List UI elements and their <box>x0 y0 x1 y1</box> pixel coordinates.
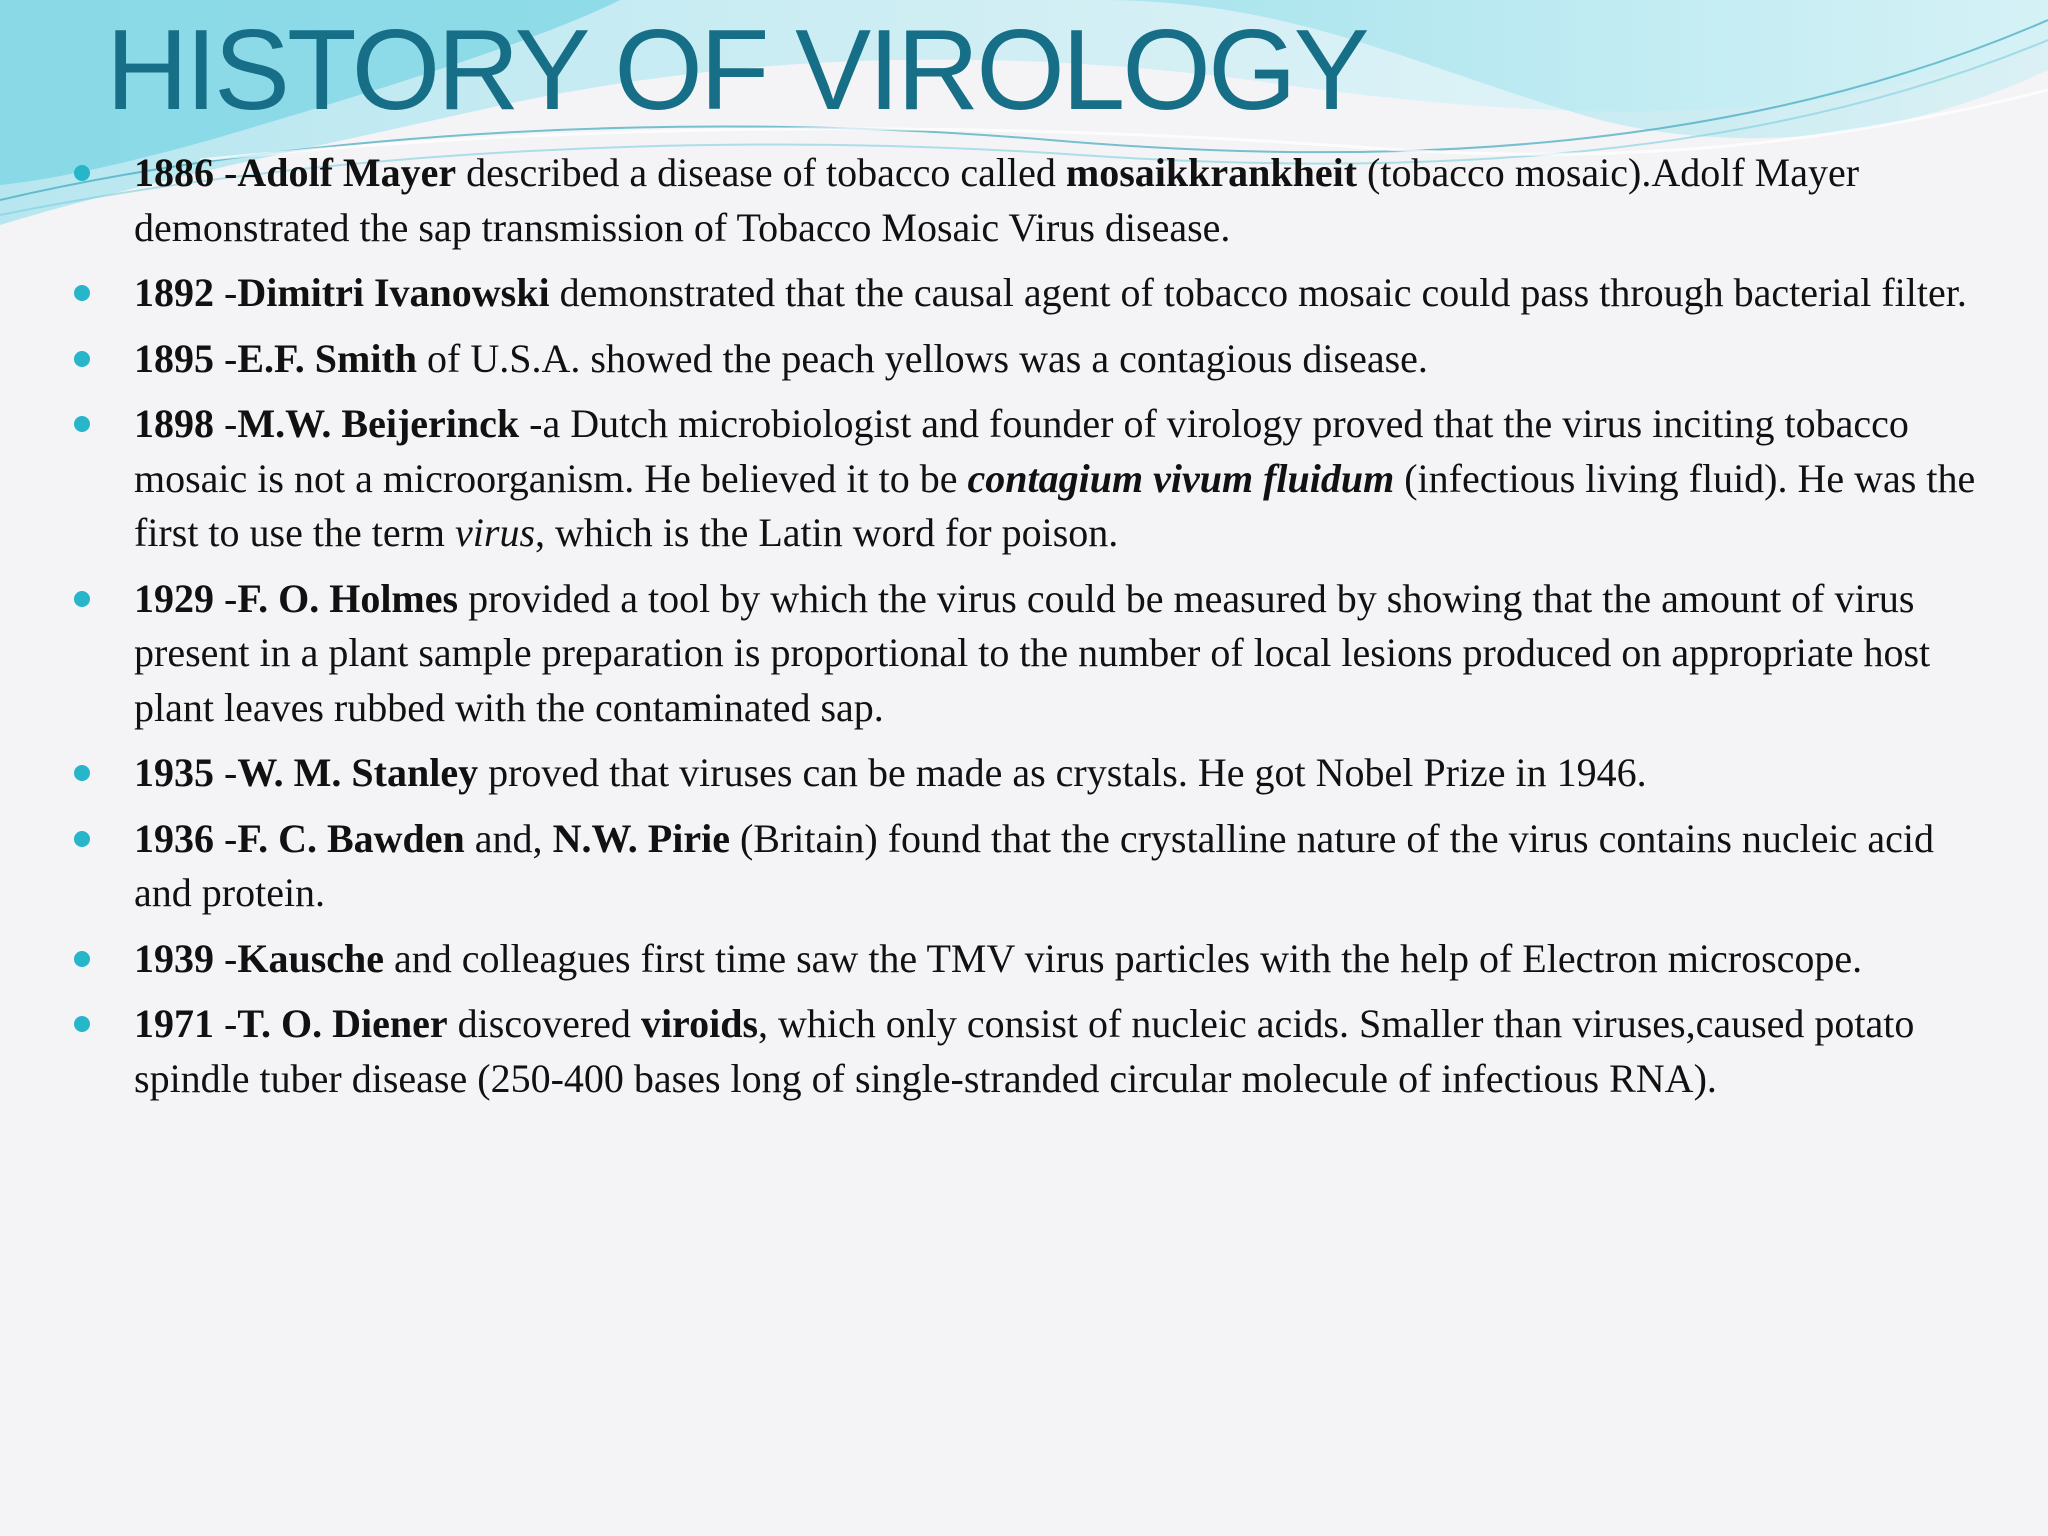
bullet-dot-icon <box>74 591 90 607</box>
description: (tobacco mosaic).Adolf Mayer demonstrated the sap transmission of Tobacco Mosaic Virus disease. <box>134 150 1860 250</box>
key-term: viroids <box>640 1001 759 1046</box>
bullet-item-1892 <box>70 266 1990 321</box>
bullet-item-1971 <box>70 997 1990 1106</box>
bullet-list <box>70 146 1990 1117</box>
separator: - <box>214 935 238 981</box>
description: , which only consist of nucleic acids. Smaller than viruses,caused potato spindle tuber disease (250-400 bases long of single-stranded circular molecule of infectious RNA). <box>134 1001 1915 1101</box>
scientist-name: Dimitri Ivanowski <box>237 270 550 315</box>
bullet-dot-icon <box>74 831 90 847</box>
bullet-item-1929 <box>70 572 1990 736</box>
description: proved that viruses can be made as crystals. He got Nobel Prize in 1946. <box>478 750 1647 795</box>
scientist-name: F. C. Bawden <box>237 815 465 861</box>
bullet-item-1886 <box>70 146 1990 255</box>
key-term-italic: contagium vivum fluidum <box>967 455 1395 501</box>
description: (Britain) found that the crystalline nature of the virus contains nucleic acid and protein. <box>134 815 1934 915</box>
separator: - <box>214 575 238 621</box>
bullet-dot-icon <box>74 351 90 367</box>
year: 1939 <box>134 935 214 981</box>
bullet-item-1898 <box>70 397 1990 561</box>
key-term: mosaikkrankheit <box>1065 150 1358 195</box>
description: (infectious living fluid). He was the first to use the term <box>134 455 1976 555</box>
bullet-dot-icon <box>74 765 90 781</box>
bullet-dot-icon <box>74 416 90 432</box>
separator: - <box>214 401 238 446</box>
separator: - <box>214 750 238 795</box>
year: 1895 <box>134 335 214 381</box>
year: 1936 <box>134 815 214 861</box>
bullet-item-1895 <box>70 332 1990 387</box>
bullet-dot-icon <box>74 1016 90 1032</box>
description: described a disease of tobacco called <box>456 150 1066 195</box>
description: and, <box>464 815 553 861</box>
description: demonstrated that the causal agent of tobacco mosaic could pass through bacterial filter. <box>549 270 1967 315</box>
slide-title: HISTORY OF VIROLOGY <box>106 7 1367 134</box>
description: , which is the Latin word for poison. <box>535 510 1119 555</box>
separator: - <box>214 150 238 195</box>
scientist-name: N.W. Pirie <box>552 815 730 861</box>
bullet-item-1939 <box>70 932 1990 987</box>
separator: - <box>214 815 238 861</box>
bullet-dot-icon <box>74 951 90 967</box>
scientist-name: F. O. Holmes <box>237 575 459 621</box>
scientist-name: W. M. Stanley <box>237 750 479 795</box>
scientist-name: M.W. Beijerinck <box>237 401 520 446</box>
description: -a Dutch microbiologist and founder of virology proved that the virus inciting tobacco mosaic is not a microorganism. He believed it to be <box>134 401 1909 501</box>
year: 1892 <box>134 270 214 315</box>
description: discovered <box>447 1001 641 1046</box>
separator: - <box>214 1001 238 1046</box>
bullet-item-1935 <box>70 746 1990 801</box>
italic-term: virus <box>455 510 536 555</box>
separator: - <box>214 270 238 315</box>
separator: - <box>214 335 238 381</box>
description: of U.S.A. showed the peach yellows was a contagious disease. <box>417 335 1428 381</box>
year: 1935 <box>134 750 214 795</box>
bullet-dot-icon <box>74 285 90 301</box>
scientist-name: Adolf Mayer <box>237 150 457 195</box>
year: 1971 <box>134 1001 214 1046</box>
scientist-name: Kausche <box>237 935 385 981</box>
description: provided a tool by which the virus could be measured by showing that the amount of virus present in a plant sample preparation is proportional to the number of local lesions produced on appropriate host plant leaves rubbed with the contaminated sap. <box>134 575 1931 730</box>
year: 1929 <box>134 575 214 621</box>
scientist-name: T. O. Diener <box>237 1001 448 1046</box>
description: and colleagues first time saw the TMV virus particles with the help of Electron microscope. <box>384 935 1863 981</box>
bullet-item-1936 <box>70 812 1990 921</box>
scientist-name: E.F. Smith <box>237 335 418 381</box>
year: 1898 <box>134 401 214 446</box>
year: 1886 <box>134 150 214 195</box>
bullet-dot-icon <box>74 165 90 181</box>
